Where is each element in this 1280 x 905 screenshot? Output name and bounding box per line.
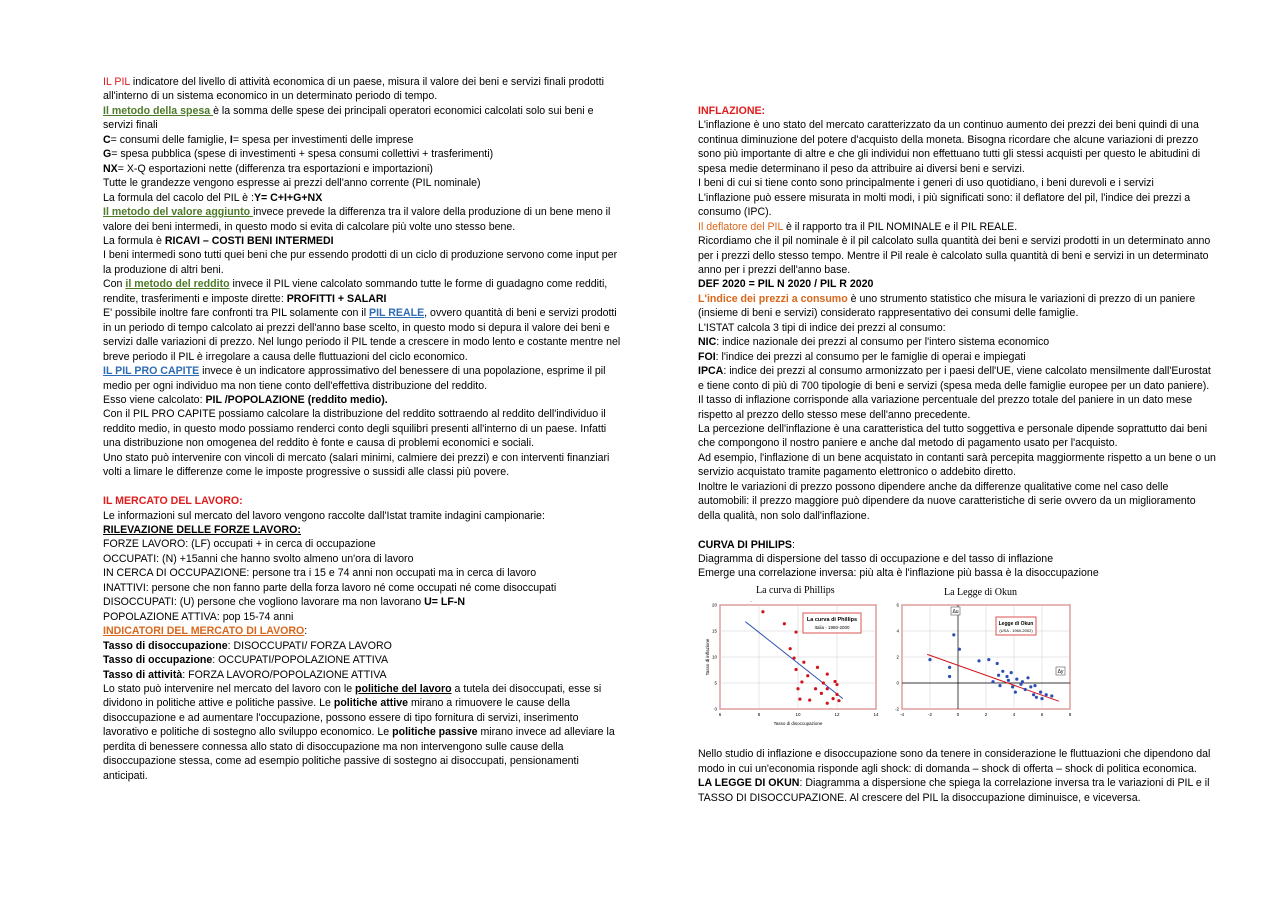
pil-formula: Y= C+I+G+NX <box>253 191 323 204</box>
tasso-disoccupazione-key: Tasso di disoccupazione <box>103 639 228 652</box>
deflatore-line <box>698 220 1218 234</box>
okun-point-17 <box>1033 684 1036 687</box>
nx-definition: = X-Q esportazioni nette (differenza tra esportazioni e importazioni) <box>117 162 433 175</box>
phillips-chart-title: La curva di Phillips <box>756 584 835 596</box>
philips-definition: Diagramma di dispersione del tasso di occupazione e del tasso di inflazione <box>698 553 1054 566</box>
phillips-point-12 <box>822 681 825 684</box>
okun-point-12 <box>1015 677 1018 680</box>
okun-x-tick-2: 0 <box>956 711 960 717</box>
pro-capite-calc-line <box>103 393 623 407</box>
philips-relation: Emerge una correlazione inversa: più alta è l'inflazione più bassa è la disoccupazione <box>698 567 1099 580</box>
studio-paragraph: Nello studio di inflazione e disoccupazione sono da tenere in considerazione le fluttuazioni che dipendono dal modo in cui un'economia risponde agli shock: di domanda – shock di offerta – shock di politica economica. <box>698 748 1211 775</box>
okun-legend-subtitle: (USA - 1960-2002) <box>999 627 1033 633</box>
okun-point-0 <box>928 658 931 661</box>
reddito-prefix: Con <box>103 278 126 291</box>
politiche-paragraph <box>103 682 623 783</box>
phillips-chart <box>700 601 885 731</box>
pro-capite-paragraph <box>103 364 623 393</box>
g-key: G <box>103 148 112 161</box>
phillips-y-tick-3: 15 <box>711 628 717 634</box>
valore-formula: RICAVI – COSTI BENI INTERMEDI <box>164 234 334 247</box>
formula-line <box>103 191 623 205</box>
misura-paragraph: L'inflazione può essere misurata in molti modi, i più significati sono: il deflatore del pil, l'indice dei prezzi a consumo (IPC). <box>698 191 1191 219</box>
foi-key: FOI <box>698 350 716 363</box>
philips-colon: : <box>791 538 795 551</box>
mercato-lavoro-heading: IL MERCATO DEL LAVORO: <box>103 495 243 508</box>
okun-y-tick-2: 2 <box>896 654 899 660</box>
okun-point-27 <box>1021 680 1024 683</box>
right-column <box>698 104 1218 805</box>
tasso-attivita-line <box>103 668 623 682</box>
qualitative-paragraph: Inoltre le variazioni di prezzo possono dipendere anche da differenze qualitative come nel caso delle automobili: il prezzo maggiore può dipendere da nuove caratteristiche di serie ovvero da un miglioramento della qualità, non solo dall'inflazione. <box>698 480 1196 522</box>
indice-paragraph <box>698 292 1218 321</box>
valore-formula-line <box>103 234 623 248</box>
okun-point-1 <box>948 666 951 669</box>
ricordiamo-paragraph: Ricordiamo che il pil nominale è il pil calcolato sulla quantità dei beni e servizi prodotti in un determinato anno per i prezzi dello stesso tempo. Mentre il Pil reale è calcolato sulla quantità di beni e servizi in un determinato anno per i prezzi dell'anno base. <box>698 235 1211 276</box>
phillips-point-2 <box>783 622 786 625</box>
phillips-point-1 <box>761 610 764 613</box>
disoccupati-formula: U= LF-N <box>424 596 465 609</box>
indicatori-heading-line <box>103 624 623 638</box>
okun-point-7 <box>996 662 999 665</box>
okun-x-tick-4: 4 <box>1012 711 1016 717</box>
spacer <box>698 523 1218 537</box>
pil-title: IL PIL <box>103 76 130 88</box>
phillips-point-21 <box>798 697 801 700</box>
forze-lavoro-line: FORZE LAVORO: (LF) occupati + in cerca di occupazione <box>103 538 376 551</box>
okun-paragraph <box>698 776 1218 805</box>
phillips-point-14 <box>835 683 838 686</box>
philips-heading-line <box>698 538 1218 552</box>
nic-line <box>698 335 1218 349</box>
reddito-definition: invece il PIL viene calcolato sommando tutte le forme di guadagno come redditi, rendite, trasferimenti e imposte dirette: <box>103 278 608 305</box>
okun-point-8 <box>1001 670 1004 673</box>
nx-line <box>103 162 623 176</box>
phillips-point-3 <box>794 630 797 633</box>
phillips-point-15 <box>796 687 799 690</box>
deflatore-definition: è il rapporto tra il PIL NOMINALE e il PIL REALE. <box>783 220 1018 233</box>
okun-point-19 <box>1045 693 1048 696</box>
lavoro-info-line: Le informazioni sul mercato del lavoro vengono raccolte dall'Istat tramite indagini campionarie: <box>103 509 545 522</box>
phillips-x-label: Tasso di disoccupazione <box>773 720 823 726</box>
i-key: I <box>229 133 233 146</box>
okun-point-24 <box>1050 694 1053 697</box>
okun-point-16 <box>1029 685 1032 688</box>
nic-key: NIC <box>698 336 717 349</box>
tasso-disoccupazione-value: : DISOCCUPATI/ FORZA LAVORO <box>227 639 392 652</box>
okun-y-tick-3: 4 <box>896 628 899 634</box>
indice-title: L'indice dei prezzi a consumo <box>698 292 848 305</box>
okun-point-4 <box>958 648 961 651</box>
okun-point-25 <box>1010 671 1013 674</box>
pil-definition: indicatore del livello di attività economica di un paese, misura il valore dei beni e servizi finali prodotti all'interno di un sistema economico in un determinato periodo di tempo. <box>103 76 604 103</box>
nx-key: NX <box>103 162 118 175</box>
okun-heading: LA LEGGE DI OKUN <box>698 777 800 790</box>
istat-line: L'ISTAT calcola 3 tipi di indice dei prezzi al consumo: <box>698 321 946 334</box>
pil-reale-title: PIL REALE <box>369 307 425 320</box>
spacer <box>698 733 1218 747</box>
ipca-key: IPCA <box>698 365 724 378</box>
okun-point-2 <box>948 675 951 678</box>
okun-x-tick-6: 8 <box>1068 711 1072 717</box>
phillips-legend-box <box>803 613 861 633</box>
indicatori-heading: INDICATORI DEL MERCATO DI LAVORO <box>103 625 305 638</box>
okun-annotation-u: Δu <box>952 608 959 615</box>
phillips-point-22 <box>808 698 811 701</box>
valore-title: Il metodo del valore aggiunto <box>103 206 254 219</box>
c-key: C <box>103 133 111 146</box>
nic-value: : indice nazionale dei prezzi al consumo per l'intero sistema economico <box>716 336 1050 349</box>
okun-point-29 <box>1040 697 1043 700</box>
okun-point-6 <box>987 658 990 661</box>
okun-point-3 <box>952 633 955 636</box>
esempio-paragraph: Ad esempio, l'inflazione di un bene acquistato in contanti sarà percepita maggiormente rispetto a un bene o un servizio acquistato tramite pagamento elettronico o addebito diretto. <box>698 451 1216 479</box>
indice-definition: è uno strumento statistico che misura le variazioni di prezzo di un paniere (insieme di beni e servizi) considerato rappresentativo dei consumi delle famiglie. <box>698 292 1196 320</box>
phillips-point-7 <box>816 666 819 669</box>
phillips-point-11 <box>800 680 803 683</box>
left-column <box>103 75 623 783</box>
inattivi-line: INATTIVI: persone che non fanno parte della forza lavoro né come occupati né come disoccupati <box>103 581 557 594</box>
deflatore-title: Il deflatore del PIL <box>698 220 783 233</box>
def-formula: DEF 2020 = PIL N 2020 / PIL R 2020 <box>698 278 874 291</box>
politiche-lavoro-term: politiche del lavoro <box>355 683 452 696</box>
okun-x-tick-1: -2 <box>927 711 933 717</box>
pro-capite-formula: PIL /POPOLAZIONE (reddito medio). <box>205 393 388 406</box>
pro-capite-definition: invece è un indicatore approssimativo del benessere di una popolazione, esprime il pil medio per ogni individuo ma non tiene conto dell'effettiva distribuzione del reddito. <box>103 365 606 392</box>
okun-x-tick-3: 2 <box>984 711 988 717</box>
disoccupati-text: DISOCCUPATI: (U) persone che vogliono lavorare ma non lavorano <box>103 596 425 609</box>
okun-point-11 <box>1011 685 1014 688</box>
politiche-text-e: mirano a rimuovere le cause della disoccupazione e ad aumentare l'occupazione, possono essere di tipo fornitura di servizi, inserimento lavorativo e politiche di sostegno allo sviluppo economico. Le <box>103 697 579 739</box>
okun-point-23 <box>1035 696 1038 699</box>
phillips-point-19 <box>835 693 838 696</box>
charts-figure <box>698 581 1218 733</box>
okun-point-14 <box>1024 688 1027 691</box>
phillips-point-20 <box>832 697 835 700</box>
inflazione-paragraph: L'inflazione è uno stato del mercato caratterizzato da un continuo aumento dei prezzi dei beni quindi di una continua diminuzione del potere d'acquisto della moneta. Bisogna ricordare che alcune variazioni di prezzo sono più importante di altre e che gli individui non effettuano tutti gli stessi acquisti per questo le abitudini di spesa medie determinano il peso da attribuire ai diversi beni e servizi. <box>698 119 1201 175</box>
politiche-text-g: mirano invece ad alleviare la perdita di benessere connessa allo stato di disoccupazione ma non intervengono sulle cause della disoccupazione stessa, come ad esempio politiche passive di sostegno ai disoccupati, pensionamenti anticipati. <box>103 726 615 782</box>
okun-point-5 <box>977 659 980 662</box>
tasso-inflazione-paragraph: Il tasso di inflazione corrisponde alla variazione percentuale del prezzo totale del paniere in un dato mese rispetto al prezzo dello stesso mese dell'anno precedente. <box>698 394 1193 421</box>
okun-point-15 <box>1026 676 1029 679</box>
phillips-point-6 <box>802 661 805 664</box>
okun-point-28 <box>1032 693 1035 696</box>
phillips-y-label: Tasso di inflazione <box>705 638 710 676</box>
ipca-value: : indice dei prezzi al consumo armonizzato per i paesi dell'UE, viene calcolato mensilmente dall'Eurostat e tiene conto di più di 700 tipologie di beni e servizi (spesa meda delle famiglie europee per un dato paniere). <box>698 365 1211 392</box>
beni-intermedi-paragraph: I beni intermedi sono tutti quei beni che pur essendo prodotti di un ciclo di produzione servono come input per la produzione di altri beni. <box>103 249 618 276</box>
phillips-point-16 <box>814 687 817 690</box>
phillips-y-tick-4: 20 <box>711 602 717 608</box>
phillips-x-tick-0: 6 <box>718 711 722 717</box>
phillips-legend-title: La curva di Phillips <box>806 616 858 623</box>
phillips-x-tick-1: 8 <box>757 711 761 717</box>
phillips-legend-subtitle: Italia - 1980-2000 <box>814 624 850 630</box>
okun-point-9 <box>1005 675 1008 678</box>
i-definition: = spesa per investimenti delle imprese <box>232 133 414 146</box>
g-definition: = spesa pubblica (spese di investimenti + spesa consumi collettivi + trasferimenti) <box>111 148 494 161</box>
okun-point-21 <box>998 684 1001 687</box>
c-definition: = consumi delle famiglie, <box>110 133 230 146</box>
tasso-occupazione-line <box>103 653 623 667</box>
phillips-point-10 <box>826 672 829 675</box>
okun-chart-title: La Legge di Okun <box>944 586 1018 598</box>
okun-chart <box>890 601 1080 731</box>
phillips-point-13 <box>833 680 836 683</box>
okun-point-10 <box>1007 679 1010 682</box>
percezione-paragraph: La percezione dell'inflazione è una caratteristica del tutto soggettiva e personale dipende soprattutto dai beni che compongono il nostro paniere e anche dal metodo di pagamento usato per l'acquisto. <box>698 422 1208 450</box>
philips-heading: CURVA DI PHILIPS <box>698 538 792 551</box>
okun-point-20 <box>991 680 994 683</box>
politiche-text-a: Lo stato può intervenire nel mercato del lavoro con le <box>103 683 356 696</box>
okun-x-tick-0: -4 <box>899 711 905 717</box>
foi-value: : l'indice dei prezzi al consumo per le famiglie di operai e impiegati <box>715 350 1026 363</box>
tasso-attivita-value: : FORZA LAVORO/POPOLAZIONE ATTIVA <box>182 668 387 681</box>
okun-point-18 <box>1039 690 1042 693</box>
pil-reale-paragraph <box>103 306 623 364</box>
phillips-point-4 <box>789 647 792 650</box>
okun-y-tick-4: 6 <box>896 602 899 608</box>
okun-legend-title: Legge di Okun <box>998 620 1034 627</box>
tasso-disoccupazione-line <box>103 639 623 653</box>
phillips-y-tick-0: 0 <box>714 706 717 712</box>
reale-definition: , ovvero quantità di beni e servizi prodotti in un periodo di tempo calcolato ai prezzi dell'anno base scelto, in questo modo si depura il valore dei beni e servizi dalle variazioni di prezzo. Nel lungo periodo il PIL tende a crescere in modo lento e costante mentre nel breve periodo il PIL è irregolare a causa delle fluttuazioni del ciclo economico. <box>103 307 621 363</box>
formula-prefix: La formula del cacolo del PIL è : <box>103 191 254 204</box>
c-i-line <box>103 133 623 147</box>
valore-formula-prefix: La formula è <box>103 234 165 247</box>
phillips-point-17 <box>826 687 829 690</box>
phillips-x-tick-2: 10 <box>795 711 801 717</box>
phillips-point-18 <box>820 692 823 695</box>
valore-paragraph <box>103 205 623 234</box>
tasso-occupazione-key: Tasso di occupazione <box>103 654 213 667</box>
spesa-definition: è la somma delle spese dei principali operatori economici calcolati solo sui beni e servizi finali <box>103 104 594 132</box>
distribuzione-paragraph: Con il PIL PRO CAPITE possiamo calcolare la distribuzione del reddito sottraendo al reddito dell'individuo il reddito medio, in questo modo possiamo renderci conto degli squilibri presenti all'interno di un paese. Infatti una distribuzione non omogenea del reddito è fonte e causa di problemi economici e sociali. <box>103 408 607 450</box>
reddito-title: il metodo del reddito <box>125 278 230 291</box>
phillips-y-tick-1: 5 <box>714 680 717 686</box>
stato-paragraph: Uno stato può intervenire con vincoli di mercato (salari minimi, calmiere dei prezzi) e con interventi finanziari volti a limare le differenze come le imposte progressive o sussidi alle classi più povere. <box>103 451 610 479</box>
foi-line <box>698 350 1218 364</box>
disoccupati-line <box>103 595 623 609</box>
beni-conto-line: I beni di cui si tiene conto sono principalmente i generi di uso quotidiano, i beni durevoli e i servizi <box>698 177 1154 190</box>
in-cerca-line: IN CERCA DI OCCUPAZIONE: persone tra i 15 e 74 anni non occupati ma in cerca di lavoro <box>103 567 537 580</box>
reddito-paragraph <box>103 277 623 306</box>
phillips-point-23 <box>826 702 829 705</box>
okun-y-tick-0: -2 <box>894 706 899 712</box>
spesa-paragraph <box>103 104 623 133</box>
tasso-occupazione-value: : OCCUPATI/POPOLAZIONE ATTIVA <box>212 654 389 667</box>
ipca-paragraph <box>698 364 1218 393</box>
phillips-point-5 <box>793 656 796 659</box>
phillips-point-9 <box>806 674 809 677</box>
occupati-line: OCCUPATI: (N) +15anni che hanno svolto almeno un'ora di lavoro <box>103 552 414 565</box>
spacer <box>103 480 623 494</box>
okun-x-tick-5: 6 <box>1040 711 1044 717</box>
okun-annotation-y: Δy <box>1057 668 1064 675</box>
reddito-formula: PROFITTI + SALARI <box>286 292 387 305</box>
valore-definition: invece prevede la differenza tra il valore della produzione di un bene meno il valore dei beni intermedi, in questo modo si evita di calcolare più volte uno stesso bene. <box>103 206 611 233</box>
okun-point-26 <box>997 674 1000 677</box>
okun-y-tick-1: 0 <box>896 680 899 686</box>
phillips-y-tick-2: 10 <box>711 654 717 660</box>
phillips-x-tick-3: 12 <box>834 711 840 717</box>
pro-capite-title: IL PIL PRO CAPITE <box>103 365 200 378</box>
reale-prefix: E' possibile inoltre fare confronti tra PIL solamente con il <box>103 307 370 320</box>
politiche-text-c: a tutela dei disoccupati, esse si dividono in politiche attive e politiche passive. Le <box>103 683 602 710</box>
pro-capite-calc-prefix: Esso viene calcolato: <box>103 393 206 406</box>
popolazione-line: POPOLAZIONE ATTIVA: pop 15-74 anni <box>103 610 294 623</box>
indicatori-colon: : <box>304 625 308 638</box>
grandezze-line: Tutte le grandezze vengono espresse ai prezzi dell'anno corrente (PIL nominale) <box>103 177 481 190</box>
tasso-attivita-key: Tasso di attività <box>103 668 183 681</box>
okun-definition: : Diagramma a dispersione che spiega la correlazione inversa tra le variazioni di PIL e il TASSO DI DISOCCUPAZIONE. Al crescere del PIL la disoccupazione diminuisce, e viceversa. <box>698 777 1210 804</box>
g-line <box>103 147 623 161</box>
pil-paragraph <box>103 75 623 104</box>
inflazione-heading: INFLAZIONE: <box>698 105 766 117</box>
okun-point-22 <box>1014 690 1017 693</box>
politiche-passive-term: politiche passive <box>392 726 478 739</box>
spesa-title: Il metodo della spesa <box>103 104 214 117</box>
phillips-point-24 <box>837 699 840 702</box>
rilevazione-heading: RILEVAZIONE DELLE FORZE LAVORO: <box>103 524 301 537</box>
politiche-attive-term: politiche attive <box>333 697 409 710</box>
phillips-point-8 <box>794 668 797 671</box>
phillips-x-tick-4: 14 <box>873 711 879 717</box>
